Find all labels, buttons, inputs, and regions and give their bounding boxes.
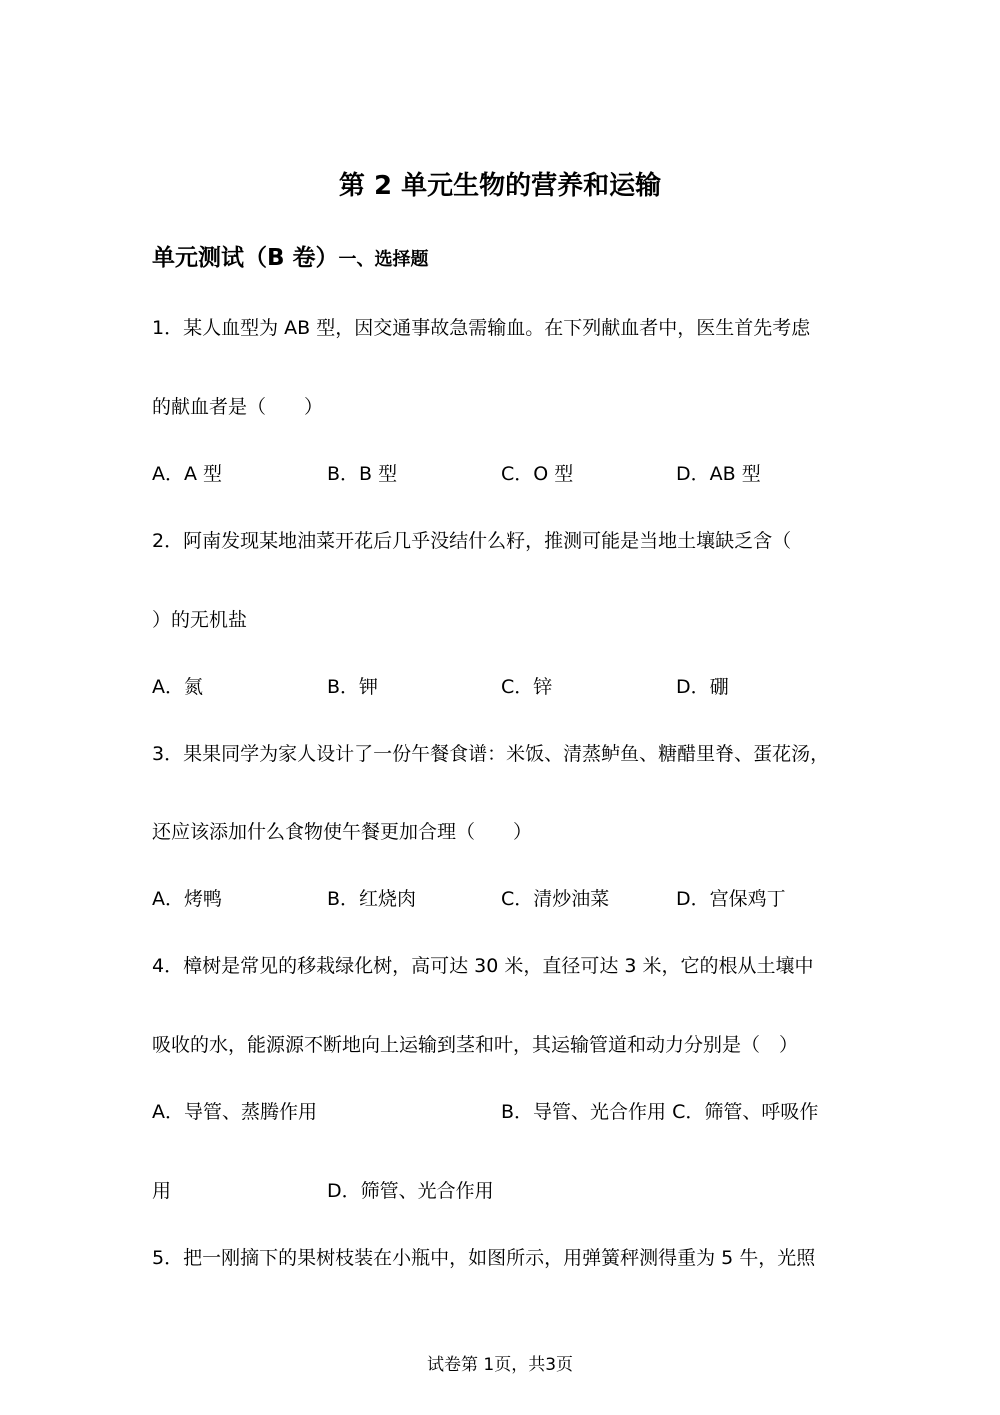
question-1-option-d[interactable]: D．AB 型 bbox=[676, 463, 761, 485]
question-4-option-c-tail: 用 bbox=[152, 1180, 172, 1202]
question-4-option-b-c[interactable]: B．导管、光合作用 C．筛管、呼吸作 bbox=[501, 1101, 819, 1123]
question-1-option-a[interactable]: A．A 型 bbox=[152, 463, 223, 485]
question-2-option-c[interactable]: C．锌 bbox=[501, 676, 553, 698]
question-3-option-c[interactable]: C．清炒油菜 bbox=[501, 888, 610, 910]
question-3-line-1: 3．果果同学为家人设计了一份午餐食谱：米饭、清蒸鲈鱼、糖醋里脊、蛋花汤， bbox=[152, 743, 830, 765]
question-4-option-a[interactable]: A．导管、蒸腾作用 bbox=[152, 1101, 317, 1123]
question-1-line-2: 的献血者是（ ） bbox=[152, 396, 324, 418]
page-title: 第 2 单元生物的营养和运输 bbox=[338, 171, 662, 201]
question-1-option-c[interactable]: C．O 型 bbox=[501, 463, 574, 485]
question-4-line-2: 吸收的水，能源源不断地向上运输到茎和叶，其运输管道和动力分别是（ ） bbox=[152, 1034, 799, 1056]
sub-title bbox=[152, 240, 429, 278]
question-1-option-b[interactable]: B．B 型 bbox=[327, 463, 398, 485]
question-3-option-a[interactable]: A．烤鸭 bbox=[152, 888, 222, 910]
question-2-option-a[interactable]: A．氮 bbox=[152, 676, 203, 698]
section-label: 一、选择题 bbox=[338, 249, 429, 270]
question-2-line-1: 2．阿南发现某地油菜开花后几乎没结什么籽，推测可能是当地土壤缺乏含（ bbox=[152, 530, 792, 552]
question-5-line-1: 5．把一刚摘下的果树枝装在小瓶中，如图所示，用弹簧秤测得重为 5 牛，光照 bbox=[152, 1247, 816, 1269]
question-2-option-b[interactable]: B．钾 bbox=[327, 676, 379, 698]
question-1-line-1: 1．某人血型为 AB 型，因交通事故急需输血。在下列献血者中，医生首先考虑 bbox=[152, 317, 811, 339]
question-2-line-2: ）的无机盐 bbox=[152, 609, 248, 631]
question-4-option-d[interactable]: D．筛管、光合作用 bbox=[327, 1180, 494, 1202]
question-3-option-b[interactable]: B．红烧肉 bbox=[327, 888, 417, 910]
question-4-line-1: 4．樟树是常见的移栽绿化树，高可达 30 米，直径可达 3 米，它的根从土壤中 bbox=[152, 955, 814, 977]
unit-test-label: 单元测试（B 卷） bbox=[152, 245, 339, 271]
question-2-option-d[interactable]: D．硼 bbox=[676, 676, 729, 698]
page-footer: 试卷第 1页，共3页 bbox=[426, 1355, 574, 1375]
question-3-option-d[interactable]: D．宫保鸡丁 bbox=[676, 888, 786, 910]
question-3-line-2: 还应该添加什么食物使午餐更加合理（ ） bbox=[152, 821, 533, 843]
